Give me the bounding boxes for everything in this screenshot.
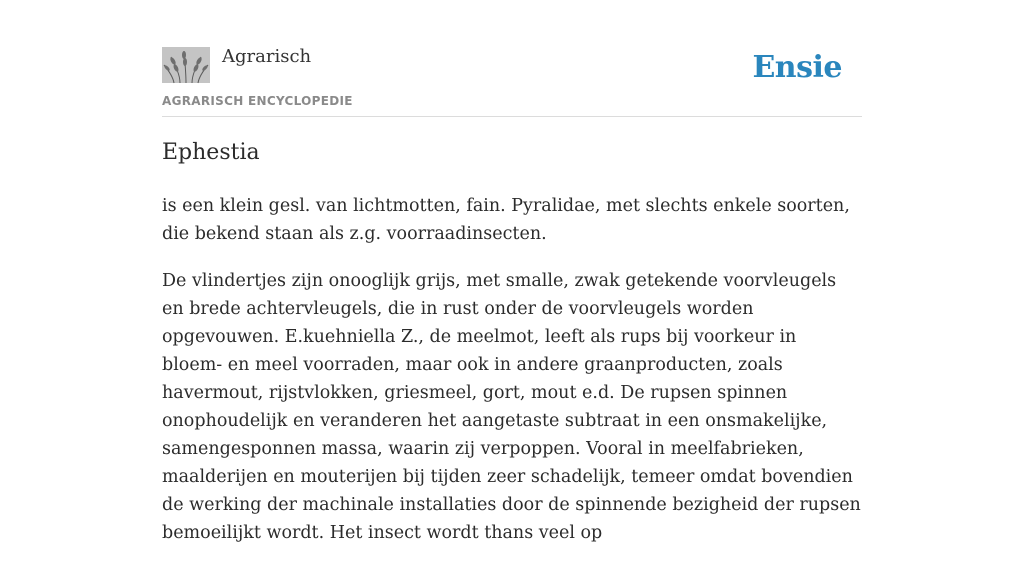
page [162, 0, 862, 543]
publication-subtitle: AGRARISCH ENCYCLOPEDIE [162, 94, 353, 108]
article-paragraph: De vlindertjes zijn onooglijk grijs, met smalle, zwak getekende voorvleugels en brede achtervleugels, die in rust onder de voorvleugels worden opgevouwen. E.kuehniella Z., de meelmot, leeft als rups bij voorkeur in bloem- en meel voorraden, maar ook in andere graanproducten, zoals havermout, rijstvlokken, griesmeel, gort, mout e.d. De rupsen spinnen onophoudelijk en veranderen het aangetaste subtraat in een onsmakelijke, samengesponnen massa, waarin zij verpoppen. Vooral in meelfabrieken, maalderijen en mouterijen bij tijden zeer schadelijk, temeer omdat bovendien de werking der machinale installaties door de spinnende bezigheid der rupsen bemoeilijkt wordt. Het insect wordt thans veel op [162, 271, 861, 543]
article-title: Ephestia [162, 140, 260, 165]
wheat-icon[interactable] [162, 47, 210, 83]
article-paragraph: is een klein gesl. van lichtmotten, fain. Pyralidae, met slechts enkele soorten, die bekend staan als z.g. voorraadinsecten. [162, 196, 850, 244]
header [162, 0, 862, 117]
publication-name[interactable]: Agrarisch [222, 46, 312, 67]
article-body [162, 192, 862, 566]
brand-logo-link[interactable]: Ensie [752, 50, 842, 85]
